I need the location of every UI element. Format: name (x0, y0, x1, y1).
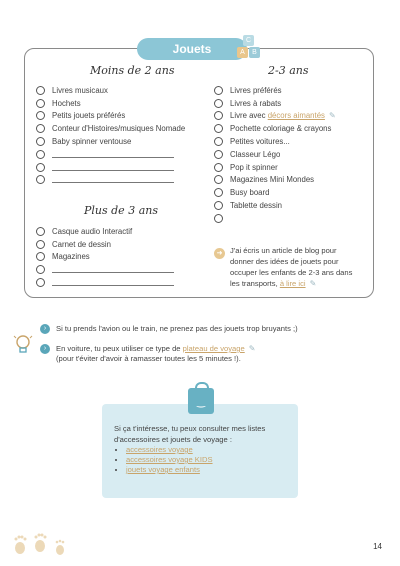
checkbox[interactable] (36, 99, 45, 108)
list-item[interactable]: Petites voitures... (214, 135, 336, 148)
decors-aimantes-link[interactable]: décors aimantés (267, 111, 325, 121)
checkbox[interactable] (36, 163, 45, 172)
list-item[interactable]: Livres préférés (214, 84, 336, 97)
blank-line[interactable] (52, 151, 174, 158)
shopping-links-list (114, 445, 265, 475)
checkbox[interactable] (36, 227, 45, 236)
list-item-blank[interactable] (36, 161, 185, 174)
checkbox[interactable] (214, 99, 223, 108)
checkbox[interactable] (36, 265, 45, 274)
list-item[interactable]: Tablette dessin (214, 199, 336, 212)
list-item[interactable]: Petits jouets préférés (36, 110, 185, 123)
list-item-blank[interactable] (36, 148, 185, 161)
checkbox[interactable] (36, 240, 45, 249)
list-item[interactable]: Pochette coloriage & crayons (214, 122, 336, 135)
shopping-bag-icon: ‿ (188, 388, 214, 414)
list-item[interactable]: Magazines (36, 251, 174, 264)
lightbulb-icon (11, 332, 35, 356)
blank-line[interactable] (52, 164, 174, 171)
col-title-2-3: 2-3 ans (268, 64, 309, 77)
checkbox[interactable] (36, 137, 45, 146)
col-title-over-3: Plus de 3 ans (84, 204, 158, 217)
checkbox[interactable] (214, 86, 223, 95)
arrow-right-icon: ➜ (214, 248, 225, 259)
list-item-blank[interactable] (36, 174, 185, 187)
list-item[interactable]: Livres à rabats (214, 97, 336, 110)
list-item-blank[interactable] (36, 276, 174, 289)
pencil-icon: ✎ (328, 111, 336, 121)
chevron-right-icon: › (40, 324, 50, 334)
blog-note: J'ai écris un article de blog pour donner des idées de jouets pour occuper les enfants de 2-3 ans dans les transports, à lire ici ✎ (230, 246, 353, 288)
checkbox[interactable] (36, 111, 45, 120)
block-b: B (249, 47, 260, 58)
list-item[interactable]: Livre avec décors aimantés ✎ (214, 110, 336, 123)
col-title-under-2: Moins de 2 ans (90, 64, 175, 77)
accessoires-voyage-link[interactable]: accessoires voyage (126, 445, 193, 454)
checkbox[interactable] (36, 86, 45, 95)
list-item[interactable]: Classeur Légo (214, 148, 336, 161)
list-item[interactable]: Baby spinner ventouse (36, 135, 185, 148)
checkbox[interactable] (36, 175, 45, 184)
list-item[interactable]: Casque audio Interactif (36, 225, 174, 238)
checkbox[interactable] (36, 150, 45, 159)
checkbox[interactable] (214, 214, 223, 223)
toy-blocks-icon (237, 34, 271, 60)
list-item-blank[interactable] (214, 212, 336, 225)
checkbox[interactable] (214, 137, 223, 146)
list-item[interactable]: Busy board (214, 186, 336, 199)
checkbox[interactable] (36, 124, 45, 133)
checkbox[interactable] (214, 163, 223, 172)
block-a: A (237, 47, 248, 58)
checkbox[interactable] (214, 111, 223, 120)
list-2-3 (214, 84, 336, 225)
blank-line[interactable] (52, 266, 174, 273)
list-item[interactable]: Pop it spinner (214, 161, 336, 174)
footprints-icon (10, 532, 70, 556)
list-item[interactable]: Carnet de dessin (36, 238, 174, 251)
tip-car: En voiture, tu peux utiliser ce type de plateau de voyage ✎ (pour t'éviter d'avoir à ramasser toutes les 5 minutes !). (56, 344, 256, 363)
blank-line[interactable] (52, 279, 174, 286)
checkbox[interactable] (36, 278, 45, 287)
accessoires-voyage-kids-link[interactable]: accessoires voyage KIDS (126, 455, 213, 464)
page-number: 14 (373, 542, 382, 551)
tip-plane-train: Si tu prends l'avion ou le train, ne prenez pas des jouets trop bruyants ;) (56, 324, 298, 333)
list-over-3 (36, 225, 174, 289)
checkbox[interactable] (214, 175, 223, 184)
section-title: Jouets (137, 38, 247, 60)
blank-line[interactable] (52, 176, 174, 183)
jouets-voyage-enfants-link[interactable]: jouets voyage enfants (126, 465, 200, 474)
checkbox[interactable] (214, 188, 223, 197)
list-item[interactable]: Hochets (36, 97, 185, 110)
pencil-icon: ✎ (248, 344, 256, 353)
pencil-icon: ✎ (309, 279, 317, 288)
checkbox[interactable] (214, 150, 223, 159)
list-item[interactable]: Magazines Mini Mondes (214, 174, 336, 187)
blog-article-link[interactable]: à lire ici (279, 279, 306, 288)
checkbox[interactable] (214, 124, 223, 133)
list-item[interactable]: Conteur d'Histoires/musiques Nomade (36, 122, 185, 135)
shopping-lists-text: Si ça t'intéresse, tu peux consulter mes listes d'accessoires et jouets de voyage : • accessoires voyage • accessoires voyage KIDS • jouets voyage enfants (114, 424, 265, 475)
list-item-blank[interactable] (36, 263, 174, 276)
list-item[interactable]: Livres musicaux (36, 84, 185, 97)
chevron-right-icon: › (40, 344, 50, 354)
travel-tray-link[interactable]: plateau de voyage (182, 344, 245, 353)
checkbox[interactable] (214, 201, 223, 210)
block-c: C (243, 35, 254, 46)
checkbox[interactable] (36, 252, 45, 261)
list-under-2 (36, 84, 185, 186)
